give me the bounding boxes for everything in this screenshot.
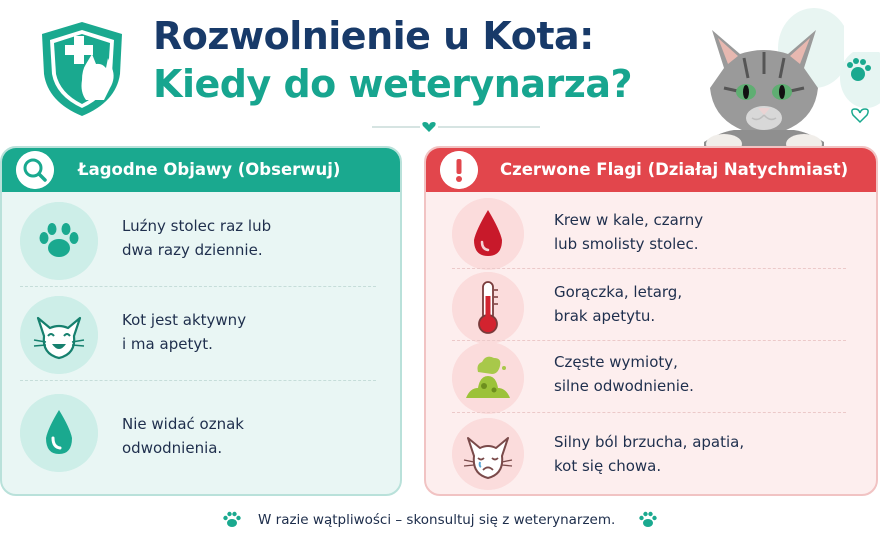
item-text-line1: Silny ból brzucha, apatia,: [554, 433, 745, 451]
vomit-icon: [452, 342, 524, 414]
item-text-line1: Gorączka, letarg,: [554, 283, 683, 301]
title-line-2: Kiedy do weterynarza?: [153, 62, 633, 106]
decor-paw-heart-icon: [836, 52, 880, 132]
row-separator: [452, 340, 846, 341]
mild-panel-title: Łagodne Objawy (Obserwuj): [78, 160, 341, 179]
happy-cat-icon: [20, 296, 98, 374]
water-drop-icon: [20, 394, 98, 472]
thermometer-icon: [452, 272, 524, 344]
item-text-line2: lub smolisty stolec.: [554, 235, 699, 253]
red-panel-title: Czerwone Flagi (Działaj Natychmiast): [500, 160, 849, 179]
item-text-line2: dwa razy dziennie.: [122, 241, 263, 259]
row-separator: [452, 268, 846, 269]
item-text-line2: i ma apetyt.: [122, 335, 213, 353]
mild-panel-header: [2, 148, 400, 192]
blood-drop-icon: [452, 198, 524, 270]
cat-photo-icon: [684, 8, 844, 158]
item-text-line1: Kot jest aktywny: [122, 311, 247, 329]
item-text-line2: kot się chowa.: [554, 457, 662, 475]
paw-icon: [638, 510, 658, 530]
item-text-line2: brak apetytu.: [554, 307, 656, 325]
sad-cat-icon: [452, 418, 524, 490]
row-separator: [20, 286, 376, 287]
row-separator: [20, 380, 376, 381]
footer-note: [0, 504, 880, 534]
mild-symptoms-panel: [0, 146, 402, 496]
item-text-line1: Nie widać oznak: [122, 415, 244, 433]
magnifier-icon: [16, 151, 54, 189]
paw-icon: [222, 510, 242, 530]
red-panel-header: [426, 148, 876, 192]
item-text-line2: odwodnienia.: [122, 439, 223, 457]
item-text-line1: Częste wymioty,: [554, 353, 678, 371]
footer-text: W razie wątpliwości – skonsultuj się z weterynarzem.: [258, 512, 616, 528]
heart-divider: [372, 120, 540, 134]
red-flags-panel: [424, 146, 878, 496]
row-separator: [452, 412, 846, 413]
item-text-line2: silne odwodnienie.: [554, 377, 694, 395]
item-text-line1: Krew w kale, czarny: [554, 211, 704, 229]
shield-logo-icon: [36, 18, 128, 118]
exclamation-icon: [440, 151, 478, 189]
item-text-line1: Luźny stolec raz lub: [122, 217, 272, 235]
paw-icon: [20, 202, 98, 280]
title-line-1: Rozwolnienie u Kota:: [153, 14, 594, 58]
